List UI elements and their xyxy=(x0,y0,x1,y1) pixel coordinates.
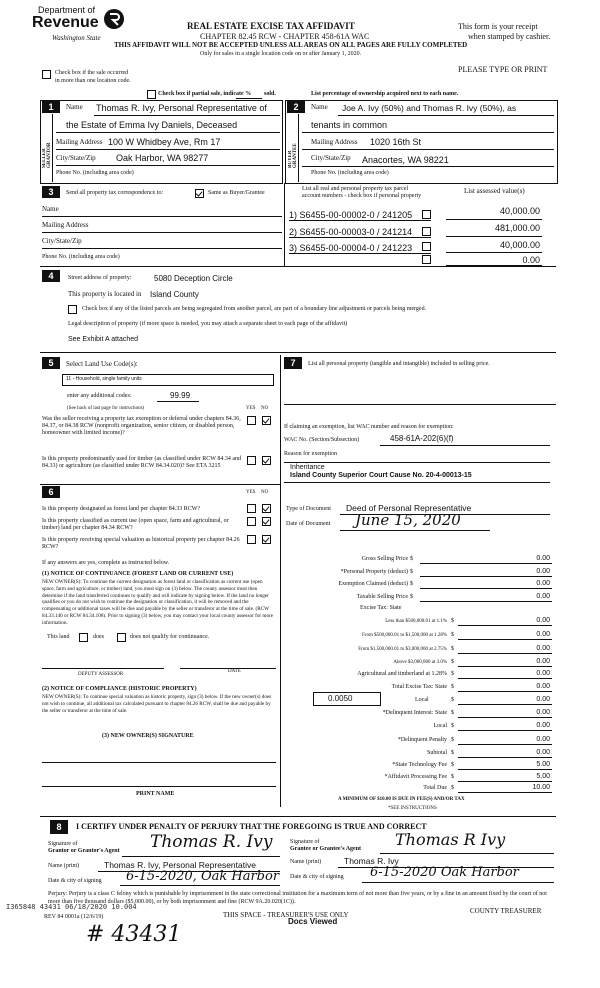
dor-logo-icon xyxy=(103,6,125,32)
sold-label: sold. xyxy=(264,91,276,97)
delinquent-interest-label: *Delinquent Interest: State xyxy=(382,710,447,716)
buyer-mail-label: Mailing Address xyxy=(311,138,358,146)
rate1-value[interactable]: 0.00 xyxy=(536,617,550,624)
rate3-label: From $1,500,000.01 to $3,000,000 at 2.75% xyxy=(358,647,447,652)
segregated-checkbox[interactable] xyxy=(68,305,77,314)
s5-q1-no[interactable] xyxy=(262,416,271,425)
s5-q2-no[interactable] xyxy=(262,456,271,465)
local-rate: 0.0050 xyxy=(328,694,353,703)
perjury-statement: Perjury: Perjury is a class C felony which is punishable by imprisonment in the state correctional institution for a maximum term of not more than five years, or by a fine in an amount fixed by the court of not more than five thousand dollars ($5,000.00), or by both imprisonment and fine (RCW 9A.20.020(1C)). xyxy=(48,891,547,906)
located-label: This property is located in xyxy=(68,290,142,298)
grantor-name-label: Name (print) xyxy=(48,863,80,869)
deputy-assessor-label: DEPUTY ASSESSOR xyxy=(78,672,124,677)
section-7-number: 7 xyxy=(284,357,302,369)
form-subtitle: CHAPTER 82.45 RCW - CHAPTER 458-61A WAC xyxy=(200,32,370,41)
section-4-number: 4 xyxy=(42,270,60,282)
parcel-header2: account numbers - check box if personal property xyxy=(302,193,422,199)
reason-line1[interactable]: Inheritance xyxy=(290,464,325,471)
technology-fee-label: *State Technology Fee xyxy=(392,762,447,768)
seller-mail[interactable]: 100 W Whidbey Ave, Rm 17 xyxy=(108,137,221,147)
buyer-name-line1[interactable]: Joe A. Ivy (50%) and Thomas R. Ivy (50%), as xyxy=(342,103,517,113)
personal-property-deduct-label: *Personal Property (deduct) xyxy=(340,569,408,575)
total-excise-label: Total Excise Tax: State xyxy=(391,684,447,690)
grantor-date-label: Date & city of signing xyxy=(48,878,102,884)
ownership-note: List percentage of ownership acquired next to each name. xyxy=(311,91,459,97)
handwritten-number: # 43431 xyxy=(86,922,182,947)
type-or-print: PLEASE TYPE OR PRINT xyxy=(458,65,548,74)
gross-selling-label: Gross Selling Price xyxy=(361,556,408,562)
delinquent-penalty-value[interactable]: 0.00 xyxy=(536,736,550,743)
delinquent-local-value[interactable]: 0.00 xyxy=(536,722,550,729)
section-8-number: 8 xyxy=(50,820,68,834)
buyer-city-label: City/State/Zip xyxy=(311,154,351,162)
delinquent-local-label: Local xyxy=(433,723,447,729)
local-value[interactable]: 0.00 xyxy=(536,696,550,703)
s5-yes-header: YES xyxy=(246,406,256,411)
county-name[interactable]: Island County xyxy=(150,290,199,299)
buyer-mail[interactable]: 1020 16th St xyxy=(370,137,422,147)
s6-q1-yes[interactable] xyxy=(247,504,256,513)
deputy-date-label: DATE xyxy=(228,669,241,674)
claiming-exemption-label: If claiming an exemption, list WAC number and reason for exemption: xyxy=(284,424,454,430)
subtotal-value[interactable]: 0.00 xyxy=(536,749,550,756)
notice2-text: NEW OWNER(S): To continue special valuation as historic property, sign (3) below. If the new owner(s) does not wish to continue, all additional tax calculated pursuant to chapter 84.26 RCW, shall be due and payable by the seller or transferor at the time of sale. xyxy=(42,694,272,714)
legal-exhibit[interactable]: See Exhibit A attached xyxy=(68,336,139,343)
s6-q2-no[interactable] xyxy=(262,517,271,526)
rate2-label: From $500,000.01 to $1,500,000 at 1.28% xyxy=(362,633,447,638)
doc-type[interactable]: Deed of Personal Representative xyxy=(346,503,472,513)
print-name-label: PRINT NAME xyxy=(136,791,175,797)
gross-selling-value[interactable]: 0.00 xyxy=(536,555,550,562)
s6-yes-header: YES xyxy=(246,490,256,495)
section-5-number: 5 xyxy=(42,357,60,369)
grantor-name[interactable]: Thomas R. Ivy, Personal Representative xyxy=(104,860,256,870)
s5-no-header: NO xyxy=(261,406,269,411)
s5-question1: Was the seller receiving a property tax exemption or deferral under chapters 84.36, 84.37, or 84.38 RCW (nonprofit organization, senior citizen, or disabled person, homeowner with limited income)? xyxy=(42,416,241,436)
partial-sale-checkbox[interactable] xyxy=(147,90,156,99)
recording-stamp: I365848 43431 06/18/2020 10.004 xyxy=(6,903,137,911)
dept-line3: Washington State xyxy=(52,34,101,42)
exemption-claimed-value[interactable]: 0.00 xyxy=(536,580,550,587)
wac-label: WAC No. (Section/Subsection) xyxy=(284,437,360,443)
grantee-sig-label1: Signature of xyxy=(290,839,320,845)
total-excise-value[interactable]: 0.00 xyxy=(536,683,550,690)
grantor-sig-label1: Signature of xyxy=(48,841,78,847)
parcel-4-personal-checkbox[interactable] xyxy=(422,255,431,264)
parcel-2-personal-checkbox[interactable] xyxy=(422,227,431,236)
seller-name-label: Name xyxy=(66,103,83,111)
buyer-name-line2[interactable]: tenants in common xyxy=(311,120,388,130)
parcel-2-value[interactable]: 481,000.00 xyxy=(494,223,540,233)
doc-type-label: Type of Document xyxy=(286,506,331,512)
form-note: Only for sales in a single location code on or after January 1, 2020. xyxy=(200,51,362,57)
page: Department of Revenue Washington State REAL ESTATE EXCISE TAX AFFIDAVIT CHAPTER 82.45 RCW - CHAPTER 458-61A WAC THIS AFFIDAVIT WILL NOT BE ACCEPTED UNLESS ALL AREAS ON ALL PAGES ARE FULLY COMPLETED Only for sales in a single location code on or after January 1, 2020. This form is your receipt when stamped by cashier. PLEASE TYPE OR PRINT Check box if the sale occurred in more than one location code. Check box if partial sale, indicate % sold. List percentage of ownership acquired next to each name. 1 SELLER GRANTOR Name Thomas R. Ivy, Personal Representative of the Estate of Emma Ivy Daniels, Deceased Mailing Address 100 W Whidbey Ave, Rm 17 City/State/Zip Oak Harbor, WA 98277 Phone No. (including area code) 2 BUYER GRANTEE Name Joe A. Ivy (50%) and Thomas R. Ivy (50%), as tenants in common Mailing Address 1020 16th St City/State/Zip Anacortes, WA 98221 Phone No. (including area code) 3 Send all property tax correspondence to: Same as Buyer/Grantee Name Mailing Address City/State/Zip Phone No. (including area code) List all real and personal property tax parcel account numbers - check box if personal property List assessed value(s) 1) S6455-00-00002-0 / 241205 40,000.00 2) S6455-00-00003-0 / 241214 481,000.00 3) S6455-00-00004-0 / 241223 40,000.00 0.00 4 Street address of property: 5080 Deception Circle This property is located in Island County Check box if any of the listed parcels are being segregated from another parcel, are part of a boundary line adjustment or parcels being merged. Legal description of property (if more space is needed, you may attach a separate sheet to each page of the affidavit) See Exhibit A attached 5 Select Land Use Code(s): 11 - Household, single family units enter any additional codes: 99.99 (See back of last page for instructions) YES NO Was the seller receiving a property tax exemption or deferral under chapters 84.36, 84.37, or 84.38 RCW (nonprofit organization, senior citizen, or disabled person, homeowner with limited income)? Is this property predominantly used for timber (as classified under RCW 84.34 and 84.33) or agriculture (as classified under RCW 84.34.020)? See ETA 3215 6 YES NO Is this property designated as forest land per chapter 84.33 RCW? Is this property classified as current use (open space, farm and agricultural, or timber) land per chapter 84.34 RCW? Is this property receiving special valuation as historical property per chapter 84.26 RCW? If any answers are yes, complete as instructed below. (1) NOTICE OF CONTINUANCE (FOREST LAND OR CURRENT USE) NEW OWNER(S): To continue the current designation as forest land or classification as current use (open space, farm and agriculture, or timber) land, you must sign on (3) below. The county assessor must then determine if the land transferred continues to qualify and will indicate by signing below. If the land no longer qualifies or you do not wish to continue the designation or classification, it will be removed and the compensating or additional taxes will be due and payable by the seller or transferor at the time of sale. (RCW 84.33.140 or RCW 84.34.108). Prior to signing (3) below, you may contact your local county assessor for more information. This land does does not qualify for continuance. DEPUTY ASSESSOR DATE (2) NOTICE OF COMPLIANCE (HISTORIC PROPERTY) NEW OWNER(S): To continue special valuation as historic property, sign (3) below. If the new owner(s) does not wish to continue, all additional tax calculated pursuant to chapter 84.26 RCW, shall be due and payable by the seller or transferor at the time of sale. (3) NEW OWNER(S) SIGNATURE PRINT NAME 7 List all personal property (tangible and intangible) included in selling price. If claiming an exemption, list WAC number and reason for exemption: WAC No. (Section/Subsection) 458-61A-202(6)(f) Reason for exemption Inheritance Island County Superior Court Cause No. 20-4-00013-15 Type of Document Deed of Personal Representative Date of Document June 15, 2020 Gross Selling Price $ 0.00 *Personal Property (deduct) $ 0.00 Exemption Claimed (deduct) $ 0.00 Taxable Selling Price $ 0.00 Excise Tax: State Less than $500,000.01 at 1.1% $ 0.00 From $500,000.01 to $1,500,000 at 1.28% $ 0.00 From $1,500,000.01 to $3,000,000 at 2.75% $ 0.00 Above $3,000,000 at 3.0% $ 0.00 Agricultural and timberland at 1.28% $ 0.00 Total Excise Tax: State $ 0.00 0.0050 Local $ 0.00 *Delinquent Interest: State $ 0.00 Local $ 0.00 *Delinquent Penalty $ 0.00 Subtotal $ 0.00 *State Technology Fee $ 5.00 *Affidavit Processing Fee $ 5.00 Total Due $ 10.00 A MINIMUM OF $10.00 IS DUE IN FEE(S) AND/OR TAX *SEE INSTRUCTIONS 8 I CERTIFY UNDER PENALTY OF PERJURY THAT THE FOREGOING IS TRUE AND CORRECT Signature of Grantor or Grantor's Agent Thomas R. Ivy Name (print) Thomas R. Ivy, Personal Representative Date & city of signing 6-15-2020, Oak Harbor Signature of Grantee or Grantee's Agent Thomas R Ivy Name (print) Thomas R. Ivy Date & city of signing 6-15-2020 Oak Harbor Perjury: Perjury is a class C felony which is punishable by imprisonment in the state correctional institution for a maximum term of not more than five years, or by a fine in an amount fixed by the court of not more than five thousand dollars ($5,000.00), or by both imprisonment and fine (RCW 9A.20.020(1C)). I365848 43431 06/18/2020 10.004 REV 84 0001a (12/6/19) THIS SPACE - TREASURER'S USE ONLY COUNTY TREASURER Docs Viewed # 43431 xyxy=(0,0,600,988)
personal-property-deduct-value[interactable]: 0.00 xyxy=(536,568,550,575)
new-owner-signature-label: (3) NEW OWNER(S) SIGNATURE xyxy=(102,733,194,739)
s3-name-label: Name xyxy=(42,205,59,213)
s5-q2-yes[interactable] xyxy=(247,456,256,465)
partial-sale-label: Check box if partial sale, indicate % xyxy=(158,91,252,97)
total-due-value[interactable]: 10.00 xyxy=(532,784,550,791)
dept-line1: Department of xyxy=(38,5,96,15)
this-land-label: This land xyxy=(47,634,70,640)
grantee-name[interactable]: Thomas R. Ivy xyxy=(344,856,399,866)
s3-mail-label: Mailing Address xyxy=(42,221,89,229)
delinquent-interest-value[interactable]: 0.00 xyxy=(536,709,550,716)
parcel-3-value[interactable]: 40,000.00 xyxy=(499,240,540,250)
parcel-3-personal-checkbox[interactable] xyxy=(422,242,431,251)
assessed-value-header: List assessed value(s) xyxy=(464,187,525,195)
s6-q2-yes[interactable] xyxy=(247,517,256,526)
s6-question1: Is this property designated as forest land per chapter 84.33 RCW? xyxy=(42,506,201,512)
docs-viewed-stamp: Docs Viewed xyxy=(288,917,338,926)
section-1-number: 1 xyxy=(42,101,60,113)
personal-property-label: List all personal property (tangible and intangible) included in selling price. xyxy=(308,361,490,367)
does-not-label: does not qualify for continuance. xyxy=(130,634,210,640)
notice1-text: NEW OWNER(S): To continue the current designation as forest land or classification as current use (open space, farm and agriculture, or timber) land, you must sign on (3) below. The county assessor must then determine if the land transferred continues to qualify and will indicate by signing below. If the land no longer qualifies or you do not wish to continue the designation or classification, it will be removed and the compensating or additional taxes will be due and payable by the seller or transferor at the time of sale. (RCW 84.33.140 or RCW 84.34.108). Prior to signing (3) below, you may contact your local county assessor for more information. xyxy=(42,579,274,626)
subtotal-label: Subtotal xyxy=(426,750,447,756)
grantee-date-city[interactable]: 6-15-2020 Oak Harbor xyxy=(370,865,519,880)
grantor-date-city[interactable]: 6-15-2020, Oak Harbor xyxy=(126,869,280,884)
seller-name-line2[interactable]: the Estate of Emma Ivy Daniels, Deceased xyxy=(66,120,238,130)
section-6-number: 6 xyxy=(42,486,60,498)
multi-location-checkbox[interactable] xyxy=(42,70,51,79)
buyer-name-label: Name xyxy=(311,103,328,111)
see-instructions-note: *SEE INSTRUCTIONS xyxy=(388,806,437,811)
treasurer-space-label: THIS SPACE - TREASURER'S USE ONLY xyxy=(223,911,349,919)
seller-mail-label: Mailing Address xyxy=(56,138,103,146)
street-address[interactable]: 5080 Deception Circle xyxy=(154,274,233,283)
receipt-line2: when stamped by cashier. xyxy=(468,32,551,41)
multi-location-label2: in more than one location code. xyxy=(55,78,131,84)
same-as-buyer-checkbox[interactable] xyxy=(195,189,204,198)
delinquent-penalty-label: *Delinquent Penalty xyxy=(397,737,447,743)
additional-codes[interactable]: 99.99 xyxy=(170,391,191,400)
land-does-checkbox[interactable] xyxy=(79,633,88,642)
rate2-value[interactable]: 0.00 xyxy=(536,631,550,638)
does-label: does xyxy=(93,634,104,640)
seller-phone-label: Phone No. (including area code) xyxy=(56,170,134,176)
parcel-extra-value[interactable]: 0.00 xyxy=(522,255,540,265)
parcel-header1: List all real and personal property tax parcel xyxy=(302,186,409,192)
seller-city-label: City/State/Zip xyxy=(56,154,96,162)
seller-city[interactable]: Oak Harbor, WA 98277 xyxy=(116,153,209,163)
grantor-sig-label2: Grantor or Grantor's Agent xyxy=(48,848,120,854)
s6-q1-no[interactable] xyxy=(262,504,271,513)
processing-fee-label: *Affidavit Processing Fee xyxy=(384,774,447,780)
s6-question3: Is this property receiving special valuation as historical property per chapter 84.26 RCW? xyxy=(42,537,240,550)
s3-phone-label: Phone No. (including area code) xyxy=(42,254,120,260)
county-treasurer-label: COUNTY TREASURER xyxy=(470,907,542,915)
rev-number: REV 84 0001a (12/6/19) xyxy=(44,914,104,920)
parcel-1-number[interactable]: 1) S6455-00-00002-0 / 241205 xyxy=(289,210,413,220)
s5-q1-yes[interactable] xyxy=(247,416,256,425)
reason-line2[interactable]: Island County Superior Court Cause No. 20-4-00013-15 xyxy=(290,472,472,479)
parcel-3-number[interactable]: 3) S6455-00-00004-0 / 241223 xyxy=(289,243,413,253)
total-due-label: Total Due xyxy=(423,785,447,791)
s6-q3-no[interactable] xyxy=(262,535,271,544)
land-use-label: Select Land Use Code(s): xyxy=(66,360,138,368)
street-label: Street address of property: xyxy=(68,275,132,281)
grantor-signature[interactable]: Thomas R. Ivy xyxy=(150,832,273,852)
same-as-buyer-label: Same as Buyer/Grantee xyxy=(208,190,265,196)
grantee-sig-label2: Grantee or Grantee's Agent xyxy=(290,846,362,852)
seller-side-label: SELLER GRANTOR xyxy=(42,142,52,168)
see-back-note: (See back of last page for instructions) xyxy=(67,406,145,411)
processing-fee-value[interactable]: 5.00 xyxy=(536,773,550,780)
local-label: Local xyxy=(415,697,429,703)
rate1-label: Less than $500,000.01 at 1.1% xyxy=(385,619,447,624)
form-title: REAL ESTATE EXCISE TAX AFFIDAVIT xyxy=(187,21,355,31)
s6-question2: Is this property classified as current use (open space, farm and agricultural, or timber) land per chapter 84.34 RCW? xyxy=(42,518,229,531)
rate4-value[interactable]: 0.00 xyxy=(536,658,550,665)
grantee-date-label: Date & city of signing xyxy=(290,874,344,880)
parcel-1-value[interactable]: 40,000.00 xyxy=(499,206,540,216)
technology-fee-value[interactable]: 5.00 xyxy=(536,761,550,768)
excise-header: Excise Tax: State xyxy=(360,605,402,611)
s6-no-header: NO xyxy=(261,490,269,495)
taxable-selling-value[interactable]: 0.00 xyxy=(536,593,550,600)
rate4-label: Above $3,000,000 at 3.0% xyxy=(393,660,447,665)
notice2-title: (2) NOTICE OF COMPLIANCE (HISTORIC PROPERTY) xyxy=(42,686,197,692)
doc-date-label: Date of Document xyxy=(286,521,331,527)
land-use-value: 11 - Household, single family units xyxy=(66,376,142,382)
certify-statement: I CERTIFY UNDER PENALTY OF PERJURY THAT THE FOREGOING IS TRUE AND CORRECT xyxy=(76,822,427,831)
grantee-signature[interactable]: Thomas R Ivy xyxy=(395,830,506,849)
taxable-selling-label: Taxable Selling Price xyxy=(356,594,408,600)
legal-description-label: Legal description of property (if more space is needed, you may attach a separate sheet to each page of the affidavit) xyxy=(68,321,348,327)
s6-q3-yes[interactable] xyxy=(247,535,256,544)
form-warning: THIS AFFIDAVIT WILL NOT BE ACCEPTED UNLESS ALL AREAS ON ALL PAGES ARE FULLY COMPLETED xyxy=(114,41,468,49)
buyer-city[interactable]: Anacortes, WA 98221 xyxy=(362,155,449,165)
send-correspondence-label: Send all property tax correspondence to: xyxy=(66,190,164,196)
rate3-value[interactable]: 0.00 xyxy=(536,645,550,652)
parcel-2-number[interactable]: 2) S6455-00-00003-0 / 241214 xyxy=(289,227,413,237)
additional-codes-label: enter any additional codes: xyxy=(67,393,132,399)
section-2-number: 2 xyxy=(287,101,305,113)
exemption-claimed-label: Exemption Claimed (deduct) xyxy=(338,581,408,587)
multi-location-label1: Check box if the sale occurred xyxy=(55,70,129,76)
reason-label: Reason for exemption xyxy=(284,451,337,457)
seller-name-line1[interactable]: Thomas R. Ivy, Personal Representative of xyxy=(96,103,267,113)
buyer-phone-label: Phone No. (including area code) xyxy=(311,170,389,176)
dept-logo-text: Revenue xyxy=(32,14,99,31)
receipt-line1: This form is your receipt xyxy=(458,22,538,31)
s5-question2: Is this property predominantly used for timber (as classified under RCW 84.34 and 84.33) or agriculture (as classified under RCW 84.34.020)? See ETA 3215 xyxy=(42,456,242,469)
s3-city-label: City/State/Zip xyxy=(42,237,82,245)
buyer-side-label: BUYER GRANTEE xyxy=(288,143,298,168)
wac-number[interactable]: 458-61A-202(6)(f) xyxy=(390,434,454,443)
segregated-label: Check box if any of the listed parcels are being segregated from another parcel, are part of a boundary line adjustment or parcels being merged. xyxy=(82,306,427,312)
section-3-number: 3 xyxy=(42,186,60,198)
agricultural-value[interactable]: 0.00 xyxy=(536,670,550,677)
parcel-1-personal-checkbox[interactable] xyxy=(422,210,431,219)
land-does-not-checkbox[interactable] xyxy=(117,633,126,642)
if-yes-note: If any answers are yes, complete as instructed below. xyxy=(42,560,170,566)
agricultural-label: Agricultural and timberland at 1.28% xyxy=(357,671,447,677)
minimum-due-note: A MINIMUM OF $10.00 IS DUE IN FEE(S) AND/OR TAX xyxy=(338,797,465,802)
grantee-name-label: Name (print) xyxy=(290,859,322,865)
notice1-title: (1) NOTICE OF CONTINUANCE (FOREST LAND OR CURRENT USE) xyxy=(42,571,234,577)
doc-date[interactable]: June 15, 2020 xyxy=(355,511,461,529)
